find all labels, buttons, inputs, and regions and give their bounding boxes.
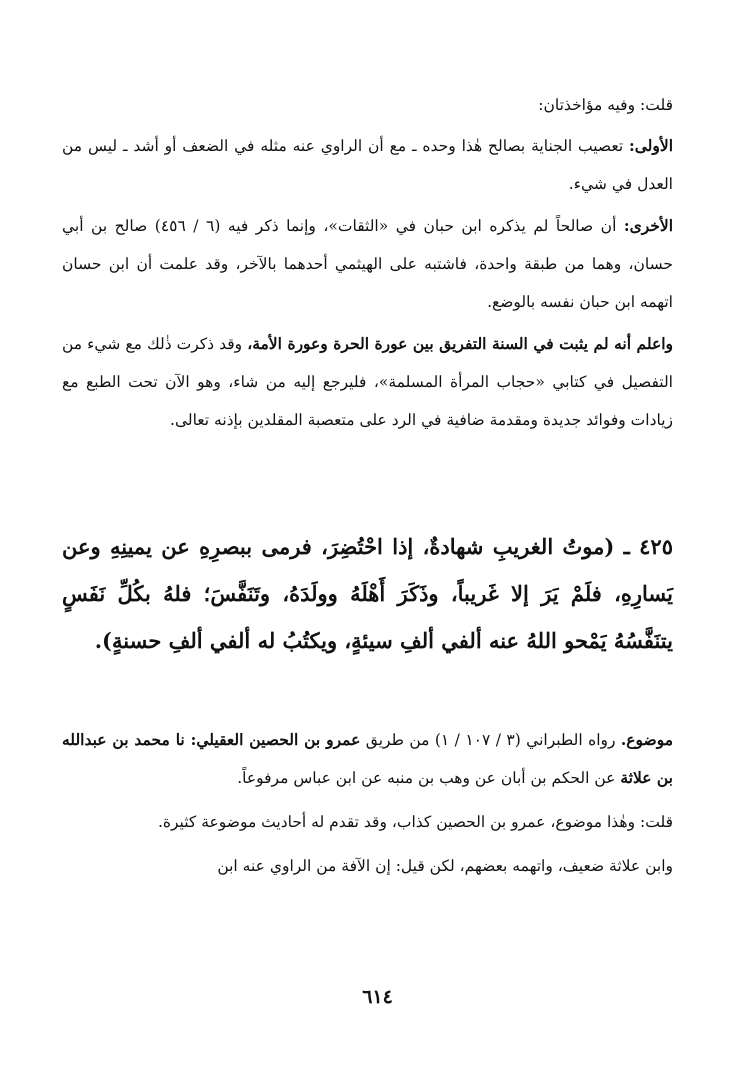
paragraph-second-objection: الأخرى: أن صالحاً لم يذكره ابن حبان في «الثقات»، وإنما ذكر فيه (٦ / ٤٥٦) صالح بن أبي حسان، وهما من طبقة واحدة، فاشتبه على الهيثمي أحدهما بالآخر، وقد علمت أن ابن حسان اتهمه ابن حبان نفسه بالوضع. (62, 216, 674, 311)
paragraph-grading: موضوع. رواه الطبراني (٣ / ١٠٧ / ١) من طريق عمرو بن الحصين العقيلي: نا محمد بن عبدالله بن علاثة عن الحكم بن أبان عن وهب بن منبه عن ابن عباس مرفوعاً. (62, 730, 674, 787)
paragraph-awrah-note: واعلم أنه لم يثبت في السنة التفريق بين عورة الحرة وعورة الأمة، وقد ذكرت ذٰلك مع شيء من التفصيل في كتابي «حجاب المرأة المسلمة»، فليرجع إليه من شاء، وهو الآن تحت الطبع مع زيادات وفوائد جديدة ومقدمة ضافية في الرد على متعصبة المقلدين بإذنه تعالى. (62, 334, 674, 429)
label-first: الأولى: (629, 136, 673, 155)
narrator-chain: عمرو بن الحصين العقيلي: نا محمد بن عبدالله بن علاثة (62, 730, 673, 787)
grading-label: موضوع. (620, 730, 674, 749)
bold-statement: واعلم أنه لم يثبت في السنة التفريق بين عورة الحرة وعورة الأمة، (247, 334, 674, 353)
label-second: الأخرى: (623, 216, 674, 235)
takhrij-section (62, 721, 673, 891)
commentary-section (62, 86, 673, 439)
hadith-425-text: ٤٢٥ ـ (موتُ الغريبِ شهادةٌ، إذا احْتُضِرَ، فرمى ببصرِهِ عن يمينِهِ وعن يَسارِهِ، فلَمْ يَرَ إلا غَريباً، وذَكَرَ أَهْلَهُ وولَدَهُ، وتَنَفَّسَ؛ فلهُ بكُلِّ نَفَسٍ يتنَفَّسُهُ يَمْحو اللهُ عنه ألفي ألفِ سيئةٍ، ويكتُبُ له ألفي ألفِ حسنةٍ). (62, 534, 673, 653)
paragraph-first-objection: الأولى: تعصيب الجناية بصالح هٰذا وحده ـ مع أن الراوي عنه مثله في الضعف أو أشد ـ ليس من العدل في شيء. (62, 136, 673, 193)
paragraph-fabricated-note: قلت: وهٰذا موضوع، عمرو بن الحصين كذاب، وقد تقدم له أحاديث موضوعة كثيرة. (157, 813, 673, 831)
paragraph-ibn-ulatha: وابن علاثة ضعيف، واتهمه بعضهم، لكن قيل: إن الآفة من الراوي عنه ابن (217, 857, 673, 875)
page-number: ٦١٤ (362, 986, 393, 1008)
paragraph-remark: قلت: وفيه مؤاخذتان: (538, 96, 673, 114)
